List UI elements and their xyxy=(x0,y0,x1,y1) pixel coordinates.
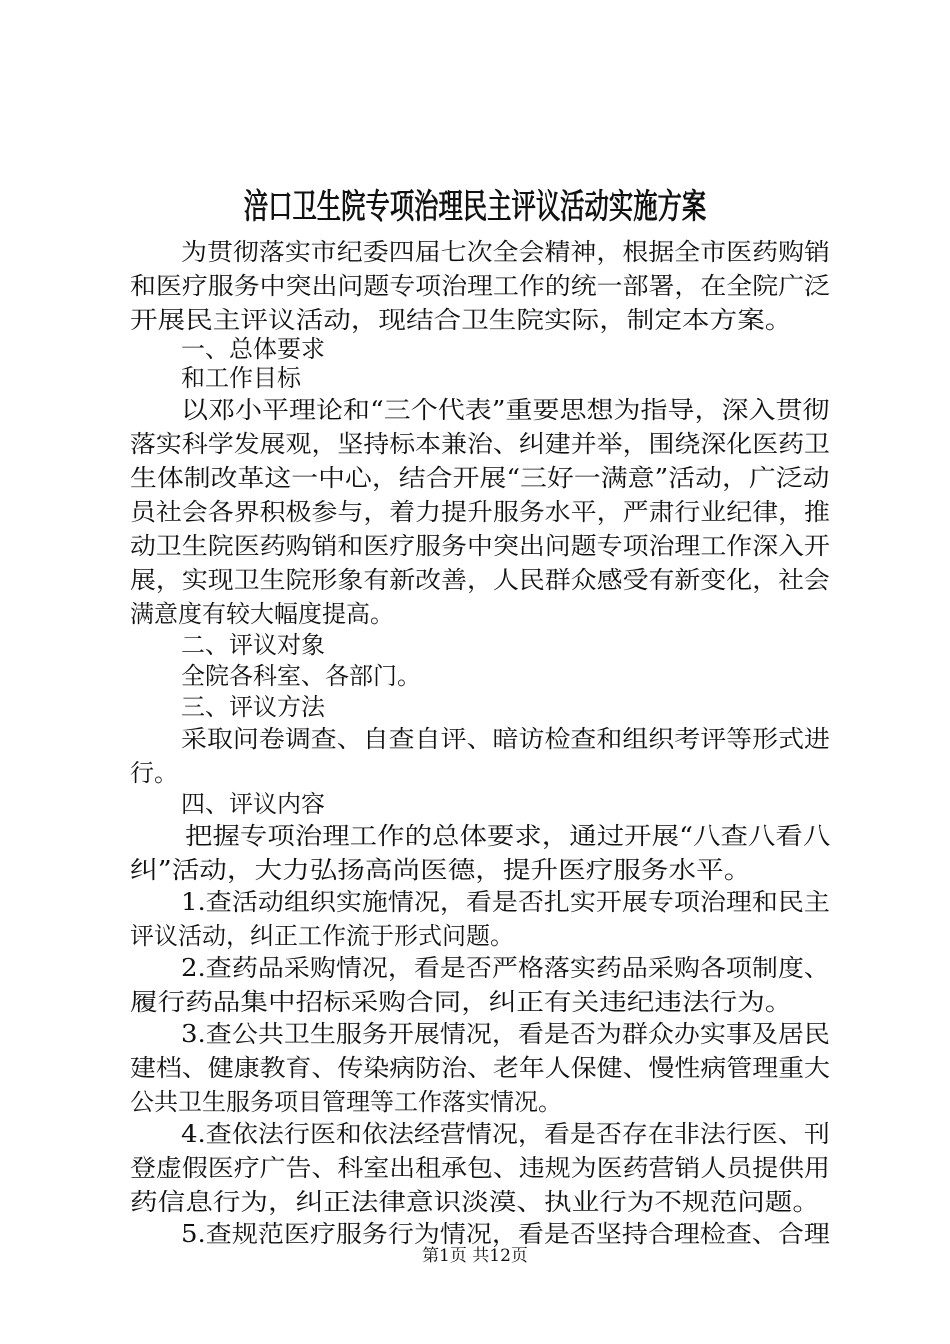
body-line: 履行药品集中招标采购合同，纠正有关违纪违法行为。 xyxy=(130,988,793,1016)
body-line: 药信息行为，纠正法律意识淡漠、执业行为不规范问题。 xyxy=(130,1188,820,1216)
section-heading: 四、评议内容 xyxy=(181,790,325,818)
body-line: 落实科学发展观，坚持标本兼治、纠建并举，围绕深化医药卫 xyxy=(130,430,830,458)
body-line: 公共卫生服务项目管理等工作落实情况。 xyxy=(130,1088,562,1116)
section-heading: 和工作目标 xyxy=(181,364,301,392)
body-line: 动卫生院医药购销和医疗服务中突出问题专项治理工作深入开 xyxy=(130,532,830,560)
body-line: 开展民主评议活动，现结合卫生院实际，制定本方案。 xyxy=(130,306,793,334)
body-line: 采取问卷调查、自查自评、暗访检查和组织考评等形式进 xyxy=(181,725,831,753)
body-line: 满意度有较大幅度提高。 xyxy=(130,600,394,628)
body-line: 以邓小平理论和“三个代表”重要思想为指导，深入贯彻 xyxy=(181,396,830,424)
body-line: 行。 xyxy=(130,759,178,787)
section-heading: 三、评议方法 xyxy=(181,693,325,721)
body-line: 4.查依法行医和依法经营情况，看是否存在非法行医、刊 xyxy=(181,1120,830,1148)
section-heading: 一、总体要求 xyxy=(181,335,325,363)
body-line: 纠”活动，大力弘扬高尚医德，提升医疗服务水平。 xyxy=(130,856,752,884)
body-line: 和医疗服务中突出问题专项治理工作的统一部署，在全院广泛 xyxy=(130,272,830,300)
body-line: 生体制改革这一中心，结合开展“三好一满意”活动，广泛动 xyxy=(130,464,830,492)
body-line: 登虚假医疗广告、科室出租承包、违规为医药营销人员提供用 xyxy=(130,1154,830,1182)
body-line: 全院各科室、各部门。 xyxy=(181,662,421,690)
section-heading: 二、评议对象 xyxy=(181,631,325,659)
document-title: 涪口卫生院专项治理民主评议活动实施方案 xyxy=(243,187,707,227)
body-line: 把握专项治理工作的总体要求，通过开展“八查八看八 xyxy=(185,822,831,850)
body-line: 5.查规范医疗服务行为情况，看是否坚持合理检查、合理 xyxy=(181,1220,830,1248)
body-line: 1.查活动组织实施情况，看是否扎实开展专项治理和民主 xyxy=(181,888,830,916)
body-line: 展，实现卫生院形象有新改善，人民群众感受有新变化，社会 xyxy=(130,566,830,594)
body-line: 员社会各界积极参与，着力提升服务水平，严肃行业纪律，推 xyxy=(130,498,830,526)
body-line: 2.查药品采购情况，看是否严格落实药品采购各项制度、 xyxy=(181,954,830,982)
body-line: 为贯彻落实市纪委四届七次全会精神，根据全市医药购销 xyxy=(181,238,831,266)
body-line: 评议活动，纠正工作流于形式问题。 xyxy=(130,922,514,950)
page-number-footer: 第1页 共12页 xyxy=(422,1246,528,1266)
body-line: 3.查公共卫生服务开展情况，看是否为群众办实事及居民 xyxy=(181,1020,830,1048)
body-line: 建档、健康教育、传染病防治、老年人保健、慢性病管理重大 xyxy=(130,1054,830,1082)
